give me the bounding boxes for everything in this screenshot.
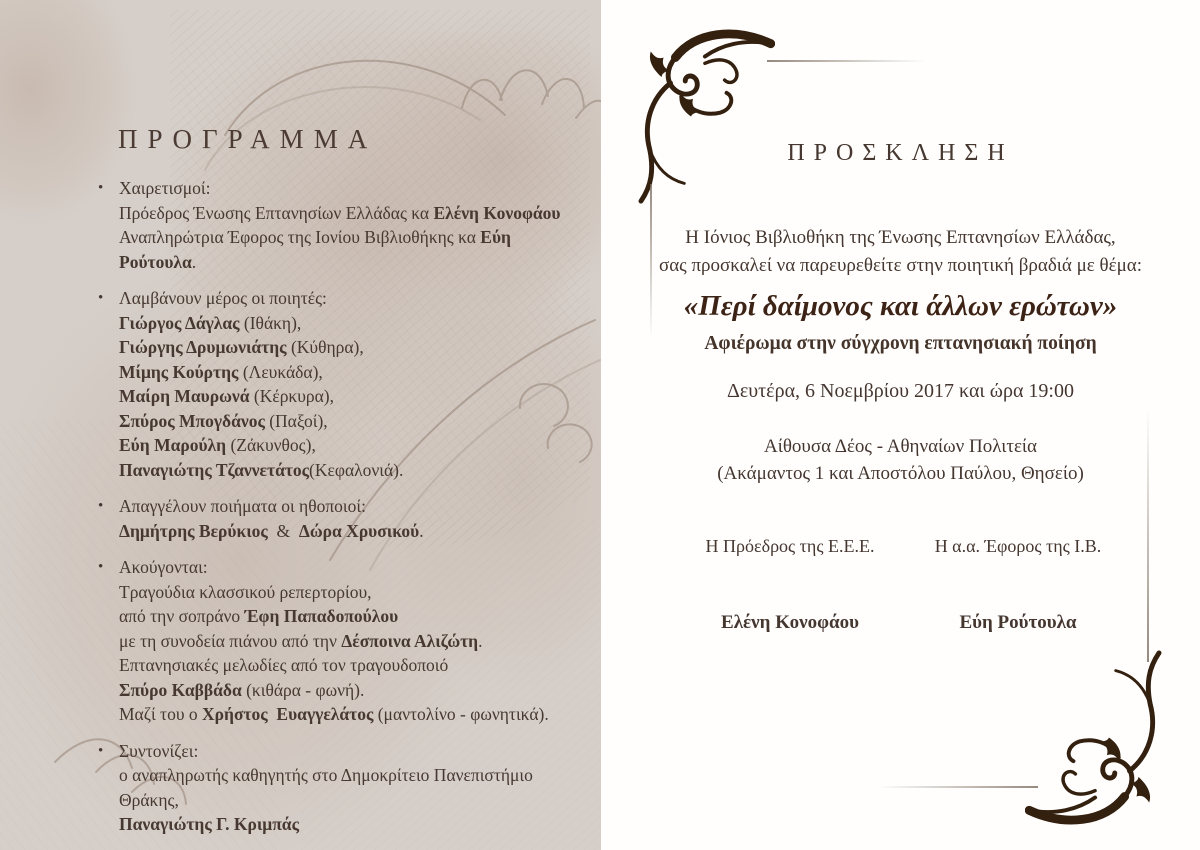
section-line: [98, 433, 576, 458]
name-emphasis: Εύη Μαρούλη: [119, 435, 227, 455]
name-emphasis: Εύη Ρούτουλα: [119, 227, 511, 272]
name-emphasis: Σπύρος Μπογδάνος: [119, 410, 265, 431]
program-section-1: [98, 286, 576, 482]
name-emphasis: Παναγιώτης Γ. Κριμπάς: [119, 814, 299, 834]
intro-line-2: σας προσκαλεί να παρευρεθείτε στην ποιητική βραδιά με θέμα:: [658, 255, 1142, 276]
text-run: .: [191, 251, 197, 272]
text-run: Πρόεδρος Ένωσης Επτανησίων Ελλάδας κα: [119, 202, 434, 223]
program-section-4: [98, 739, 576, 837]
text-run: (κιθάρα - φωνή).: [241, 679, 365, 700]
text-run: (Λευκάδα),: [238, 361, 323, 382]
section-line: [98, 360, 576, 385]
text-run: Αναπληρώτρια Έφορος της Ιονίου Βιβλιοθήκης κα: [119, 227, 481, 247]
section-line: [98, 458, 576, 483]
section-line: [98, 225, 576, 274]
section-line: [98, 201, 576, 226]
section-line: [98, 409, 576, 434]
section-line: [98, 384, 576, 409]
section-line: [98, 653, 576, 678]
floral-ornament-top-left-icon: [625, 24, 775, 206]
name-emphasis: Ελένη Κονοφάου: [433, 202, 561, 223]
section-line: [98, 311, 576, 336]
name-emphasis: Σπύρο Καββάδα: [119, 679, 242, 700]
floral-ornament-bottom-right-icon: [1025, 648, 1175, 830]
section-line: [98, 629, 576, 654]
text-run: με τη συνοδεία πιάνου από την: [119, 630, 342, 651]
section-heading-text: Ακούγονται:: [119, 557, 208, 577]
bullet-icon: •: [98, 498, 104, 514]
section-line: [98, 335, 576, 360]
section-heading: [98, 494, 576, 519]
event-datetime: Δευτέρα, 6 Νοεμβρίου 2017 και ώρα 19:00: [726, 380, 1074, 402]
text-run: (Ιθάκη),: [239, 312, 302, 333]
name-emphasis: Μαίρη Μαυρωνά: [119, 386, 250, 406]
signature-left-role: Η Πρόεδρος της Ε.Ε.Ε.: [705, 536, 875, 556]
bullet-icon: •: [98, 742, 104, 759]
text-run: (μαντολίνο - φωνητικά).: [373, 704, 549, 724]
event-theme: «Περί δαίμονος και άλλων ερώτων»: [683, 290, 1118, 322]
section-line: [98, 678, 576, 703]
name-emphasis: Γιώργης Δρυμωνιάτης: [119, 337, 287, 357]
invitation-panel: [601, 0, 1200, 850]
section-line: [98, 580, 576, 605]
signature-right-name: Εύη Ρούτουλα: [959, 612, 1077, 633]
name-emphasis: Μίμης Κούρτης: [119, 361, 239, 382]
section-heading-text: Συντονίζει:: [119, 740, 199, 761]
name-emphasis: Δώρα Χρυσικού: [298, 520, 420, 541]
event-venue: [601, 433, 1200, 487]
name-emphasis: Γιώργος Δάγλας: [119, 312, 240, 333]
text-run: Μαζί του ο: [119, 704, 203, 724]
section-heading: [98, 286, 576, 311]
venue-line-2: (Ακάμαντος 1 και Αποστόλου Παύλου, Θησείο): [717, 463, 1084, 484]
section-heading-text: Απαγγέλουν ποιήματα οι ηθοποιοί:: [119, 496, 366, 516]
venue-line-1: Αίθουσα Δέος - Αθηναίων Πολιτεία: [764, 436, 1037, 457]
section-heading: [98, 176, 576, 201]
section-line: [98, 604, 576, 629]
bullet-icon: •: [98, 290, 104, 306]
bullet-icon: •: [98, 180, 104, 196]
text-run: Τραγούδια κλασσικού ρεπερτορίου,: [119, 581, 372, 602]
name-emphasis: Έφη Παπαδοπούλου: [244, 606, 399, 626]
text-run: (Κύθηρα),: [286, 337, 364, 357]
intro-line-1: Η Ιόνιος Βιβλιοθήκη της Ένωσης Επτανησίων Ελλάδας,: [685, 227, 1116, 248]
invitation-intro: [601, 224, 1200, 280]
program-sections: [98, 176, 576, 837]
signature-right-role: Η α.α. Έφορος της Ι.Β.: [934, 536, 1102, 556]
text-run: (Παξοί),: [264, 410, 328, 431]
program-content: [98, 122, 576, 849]
bullet-icon: •: [98, 559, 104, 575]
frame-line-bottom: [878, 786, 1038, 788]
name-emphasis: Παναγιώτης Τζαννετάτος: [119, 459, 310, 480]
text-run: (Κεφαλονιά).: [309, 459, 404, 480]
text-run: Επτανησιακές μελωδίες από τον τραγουδοποιό: [119, 655, 449, 675]
section-heading-text: Λαμβάνουν μέρος οι ποιητές:: [119, 288, 327, 308]
program-section-3: [98, 555, 576, 727]
text-run: από την σοπράνο: [119, 606, 245, 626]
name-emphasis: Χρήστος Ευαγγελάτος: [202, 704, 374, 724]
section-line: [98, 812, 576, 837]
frame-line-top: [767, 60, 925, 62]
text-run: ο αναπληρωτής καθηγητής στο Δημοκρίτειο Πανεπιστήμιο Θράκης,: [119, 765, 533, 810]
text-run: .: [419, 520, 424, 541]
section-line: [98, 763, 576, 812]
text-run: &: [267, 520, 299, 541]
program-section-0: [98, 176, 576, 274]
name-emphasis: Δέσποινα Αλιζώτη: [341, 630, 479, 651]
section-heading-text: Χαιρετισμοί:: [119, 178, 211, 198]
section-heading: [98, 555, 576, 580]
text-run: (Ζάκυνθος),: [226, 435, 316, 455]
signature-left-name: Ελένη Κονοφάου: [721, 612, 859, 633]
invitation-title: ΠΡΟΣΚΛΗΣΗ: [787, 140, 1014, 166]
section-heading: [98, 739, 576, 764]
text-run: .: [478, 630, 483, 651]
program-title: ΠΡΟΓΡΑΜΜΑ: [118, 124, 378, 154]
event-tribute: Αφιέρωμα στην σύγχρονη επτανησιακή ποίηση: [704, 333, 1097, 354]
section-line: [98, 702, 576, 727]
text-run: (Κέρκυρα),: [249, 386, 335, 406]
section-line: [98, 519, 576, 544]
program-section-2: [98, 494, 576, 543]
name-emphasis: Δημήτρης Βερύκιος: [119, 520, 268, 541]
